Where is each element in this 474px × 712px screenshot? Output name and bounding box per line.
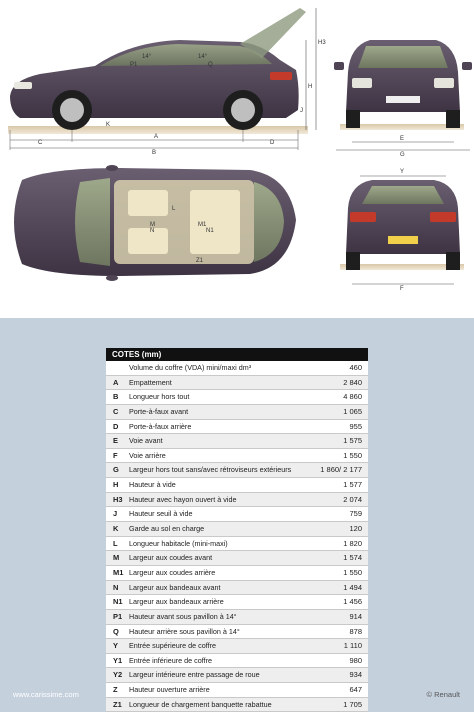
table-row: [106, 566, 368, 581]
front-view: [334, 40, 472, 158]
row-code: Y: [113, 641, 119, 651]
row-code: P1: [113, 611, 123, 621]
top-windshield: [75, 178, 110, 266]
row-code: A: [113, 377, 119, 387]
row-label: Hauteur seuil à vide: [129, 509, 193, 519]
label-c: C: [38, 140, 43, 146]
label-n: N: [150, 228, 155, 234]
row-code: L: [113, 538, 118, 548]
rear-rim: [231, 98, 255, 122]
row-value: 1 574: [343, 553, 362, 563]
row-value: 934: [349, 670, 362, 680]
diagram-area: [0, 0, 474, 318]
front-lamp: [14, 82, 32, 89]
row-label: Longueur hors tout: [129, 392, 190, 402]
row-code: [106, 361, 129, 375]
dimension-diagrams: [0, 0, 474, 318]
row-value: 120: [349, 524, 362, 534]
website-credit: www.carissime.com: [13, 690, 79, 699]
rear-window: [362, 186, 444, 204]
table-row: [106, 537, 368, 552]
table-row: [106, 581, 368, 596]
label-h: H: [308, 84, 313, 90]
row-value: 1 456: [343, 597, 362, 607]
label-14-front: 14°: [142, 54, 152, 60]
row-label: Largeur aux coudes arrière: [129, 567, 216, 577]
row-value: 1 550: [343, 450, 362, 460]
row-code: Z: [113, 685, 118, 695]
label-p1: P1: [130, 62, 138, 68]
row-label: Empattement: [129, 377, 172, 387]
label-d: D: [270, 140, 275, 146]
row-label: Entrée inférieure de coffre: [129, 655, 212, 665]
table-row: [106, 449, 368, 464]
row-value: 647: [349, 685, 362, 695]
rear-lamp: [270, 72, 292, 80]
row-label: Largeur aux coudes avant: [129, 553, 213, 563]
front-rim: [60, 98, 84, 122]
row-value: 1 110: [343, 641, 362, 651]
row-label: Voie avant: [129, 436, 163, 446]
row-value: 1 577: [343, 480, 362, 490]
row-code: M: [113, 553, 120, 563]
table-row: [106, 698, 368, 712]
side-view: [8, 8, 326, 156]
row-value: 759: [349, 509, 362, 519]
label-b: B: [152, 150, 157, 156]
copyright-credit: © Renault: [426, 690, 460, 699]
row-value: 1 494: [343, 582, 362, 592]
label-f: F: [400, 286, 404, 292]
label-z1: Z1: [196, 258, 204, 264]
row-value: 1 705: [343, 699, 362, 709]
rear-view: [340, 169, 464, 292]
row-code: Z1: [113, 699, 122, 709]
row-value: 2 840: [343, 377, 362, 387]
row-value: 460: [349, 363, 362, 372]
row-code: K: [113, 524, 119, 534]
ground-shadow: [8, 126, 308, 134]
row-value: 1 575: [343, 436, 362, 446]
table-title: COTES (mm): [106, 348, 368, 361]
spec-table: [106, 348, 368, 712]
row-value: 1 550: [343, 567, 362, 577]
row-label: Largeur aux bandeaux avant: [129, 582, 221, 592]
row-label: Porte-à-faux avant: [129, 406, 189, 416]
table-row: [106, 361, 368, 376]
label-y: Y: [400, 169, 405, 175]
table-row: [106, 390, 368, 405]
row-value: 1 820: [343, 538, 362, 548]
label-h3: H3: [318, 40, 326, 46]
row-code: Q: [113, 626, 119, 636]
row-label: Volume du coffre (VDA) mini/maxi dm³: [129, 363, 252, 372]
row-label: Largeur intérieure entre passage de roue: [129, 670, 260, 680]
row-label: Longueur habitacle (mini-maxi): [129, 538, 228, 548]
row-label: Hauteur arrière sous pavillon à 14°: [129, 626, 240, 636]
row-value: 1 860/ 2 177: [320, 465, 362, 475]
table-row: [106, 683, 368, 698]
row-label: Hauteur à vide: [129, 480, 176, 490]
row-code: D: [113, 421, 119, 431]
label-g: G: [400, 152, 405, 158]
row-code: H: [113, 480, 119, 490]
table-row: [106, 478, 368, 493]
table-row: [106, 551, 368, 566]
row-label: Hauteur avec hayon ouvert à vide: [129, 494, 237, 504]
row-value: 878: [349, 626, 362, 636]
label-a: A: [154, 134, 159, 140]
row-label: Hauteur avant sous pavillon à 14°: [129, 611, 237, 621]
table-body: [106, 361, 368, 712]
table-row: [106, 595, 368, 610]
table-row: [106, 420, 368, 435]
row-code: N1: [113, 597, 123, 607]
table-row: [106, 507, 368, 522]
table-row: [106, 522, 368, 537]
table-row: [106, 405, 368, 420]
table-row: [106, 654, 368, 669]
label-m1: M1: [198, 222, 207, 228]
row-value: 1 065: [343, 406, 362, 416]
row-label: Porte-à-faux arrière: [129, 421, 192, 431]
row-code: G: [113, 465, 119, 475]
row-label: Largeur hors tout sans/avec rétroviseurs extérieurs: [129, 465, 292, 475]
windshield: [358, 46, 448, 68]
label-j: J: [300, 108, 303, 114]
row-label: Largeur aux bandeaux arrière: [129, 597, 224, 607]
row-code: N: [113, 582, 119, 592]
row-code: F: [113, 450, 118, 460]
row-code: B: [113, 392, 119, 402]
row-code: C: [113, 406, 119, 416]
table-row: [106, 493, 368, 508]
row-value: 4 860: [343, 392, 362, 402]
row-label: Hauteur ouverture arrière: [129, 685, 210, 695]
label-k: K: [106, 122, 111, 128]
label-l: L: [172, 206, 176, 212]
table-row: [106, 376, 368, 391]
row-label: Longueur de chargement banquette rabattue: [129, 699, 272, 709]
row-code: Y2: [113, 670, 123, 680]
row-code: E: [113, 436, 119, 446]
table-row: [106, 463, 368, 478]
table-row: [106, 625, 368, 640]
row-label: Entrée supérieure de coffre: [129, 641, 216, 651]
row-value: 955: [349, 421, 362, 431]
label-e: E: [400, 136, 405, 142]
label-n1: N1: [206, 228, 214, 234]
label-q: Q: [208, 62, 213, 68]
row-code: H3: [113, 494, 123, 504]
table-row: [106, 668, 368, 683]
top-view: [14, 165, 296, 281]
table-row: [106, 639, 368, 654]
row-value: 2 074: [343, 494, 362, 504]
row-value: 980: [349, 655, 362, 665]
table-row: [106, 434, 368, 449]
label-14-rear: 14°: [198, 54, 208, 60]
row-code: J: [113, 509, 118, 519]
row-code: M1: [113, 567, 124, 577]
row-label: Voie arrière: [129, 450, 166, 460]
row-value: 914: [349, 611, 362, 621]
table-row: [106, 610, 368, 625]
row-code: Y1: [113, 655, 123, 665]
row-label: Garde au sol en charge: [129, 524, 205, 534]
label-m: M: [150, 222, 155, 228]
